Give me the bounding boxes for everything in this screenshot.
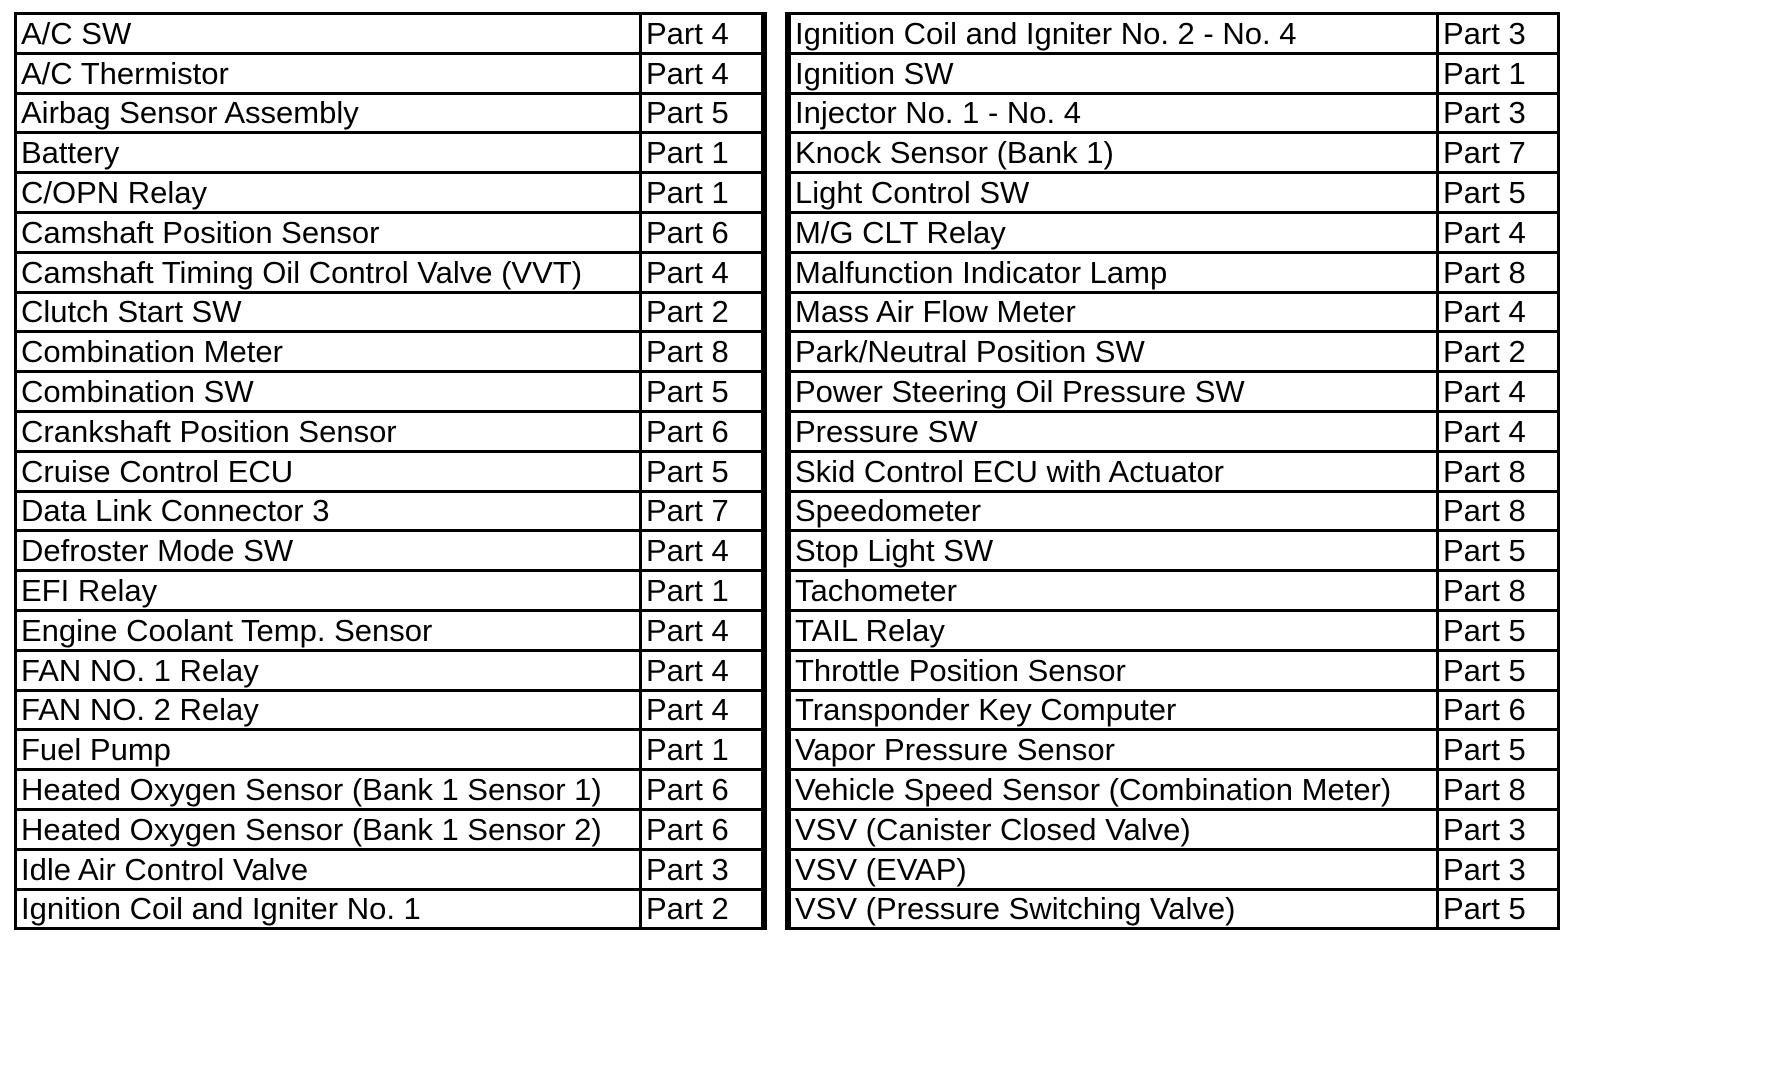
- table-row: [790, 53, 1559, 93]
- component-name-cell: Ignition Coil and Igniter No. 2 - No. 4: [790, 14, 1438, 54]
- component-table-left: [14, 12, 764, 930]
- table-row: [790, 173, 1559, 213]
- component-name-cell: Cruise Control ECU: [16, 451, 641, 491]
- table-row: [16, 53, 763, 93]
- part-reference-cell: Part 8: [1438, 770, 1559, 810]
- table-row: [16, 889, 763, 929]
- component-name-cell: Engine Coolant Temp. Sensor: [16, 610, 641, 650]
- component-name-cell: FAN NO. 1 Relay: [16, 650, 641, 690]
- component-name-cell: FAN NO. 2 Relay: [16, 690, 641, 730]
- table-row: [790, 889, 1559, 929]
- component-name-cell: Tachometer: [790, 571, 1438, 611]
- table-row: [16, 252, 763, 292]
- part-reference-cell: Part 8: [641, 332, 763, 372]
- table-row: [790, 451, 1559, 491]
- part-reference-cell: Part 1: [641, 571, 763, 611]
- component-name-cell: TAIL Relay: [790, 610, 1438, 650]
- table-row: [790, 610, 1559, 650]
- part-reference-cell: Part 4: [641, 690, 763, 730]
- table-row: [16, 411, 763, 451]
- component-name-cell: Stop Light SW: [790, 531, 1438, 571]
- table-row: [16, 212, 763, 252]
- component-name-cell: Idle Air Control Valve: [16, 849, 641, 889]
- component-name-cell: Park/Neutral Position SW: [790, 332, 1438, 372]
- part-reference-cell: Part 3: [641, 849, 763, 889]
- part-reference-cell: Part 6: [641, 770, 763, 810]
- part-reference-cell: Part 8: [1438, 252, 1559, 292]
- table-row: [16, 173, 763, 213]
- component-name-cell: Fuel Pump: [16, 730, 641, 770]
- table-row: [16, 849, 763, 889]
- component-name-cell: Vehicle Speed Sensor (Combination Meter): [790, 770, 1438, 810]
- table-row: [790, 531, 1559, 571]
- table-row: [16, 372, 763, 412]
- part-reference-cell: Part 2: [641, 292, 763, 332]
- component-name-cell: Heated Oxygen Sensor (Bank 1 Sensor 2): [16, 809, 641, 849]
- component-name-cell: EFI Relay: [16, 571, 641, 611]
- component-name-cell: Transponder Key Computer: [790, 690, 1438, 730]
- table-row: [790, 93, 1559, 133]
- part-reference-cell: Part 4: [641, 252, 763, 292]
- component-name-cell: Light Control SW: [790, 173, 1438, 213]
- part-reference-cell: Part 4: [1438, 372, 1559, 412]
- table-row: [16, 332, 763, 372]
- part-reference-cell: Part 4: [1438, 292, 1559, 332]
- part-reference-cell: Part 4: [1438, 212, 1559, 252]
- component-name-cell: Power Steering Oil Pressure SW: [790, 372, 1438, 412]
- table-row: [790, 730, 1559, 770]
- component-name-cell: Battery: [16, 133, 641, 173]
- component-name-cell: Camshaft Timing Oil Control Valve (VVT): [16, 252, 641, 292]
- component-name-cell: Throttle Position Sensor: [790, 650, 1438, 690]
- table-row: [790, 650, 1559, 690]
- component-table-right-body: [790, 14, 1559, 929]
- component-name-cell: Ignition Coil and Igniter No. 1: [16, 889, 641, 929]
- part-reference-cell: Part 6: [641, 212, 763, 252]
- table-row: [16, 610, 763, 650]
- table-row: [16, 650, 763, 690]
- part-reference-cell: Part 5: [1438, 531, 1559, 571]
- part-reference-cell: Part 5: [641, 451, 763, 491]
- table-row: [790, 809, 1559, 849]
- part-reference-cell: Part 3: [1438, 93, 1559, 133]
- component-table-right: [788, 12, 1560, 930]
- table-row: [790, 14, 1559, 54]
- component-name-cell: Combination SW: [16, 372, 641, 412]
- component-index: [14, 12, 1560, 930]
- table-row: [790, 849, 1559, 889]
- part-reference-cell: Part 5: [1438, 610, 1559, 650]
- table-row: [790, 252, 1559, 292]
- component-name-cell: Malfunction Indicator Lamp: [790, 252, 1438, 292]
- part-reference-cell: Part 4: [641, 610, 763, 650]
- part-reference-cell: Part 4: [1438, 411, 1559, 451]
- part-reference-cell: Part 3: [1438, 849, 1559, 889]
- table-row: [790, 411, 1559, 451]
- component-name-cell: Data Link Connector 3: [16, 491, 641, 531]
- part-reference-cell: Part 5: [1438, 173, 1559, 213]
- part-reference-cell: Part 6: [1438, 690, 1559, 730]
- component-name-cell: Skid Control ECU with Actuator: [790, 451, 1438, 491]
- table-row: [16, 571, 763, 611]
- table-row: [16, 770, 763, 810]
- part-reference-cell: Part 1: [641, 730, 763, 770]
- component-name-cell: A/C Thermistor: [16, 53, 641, 93]
- table-row: [16, 451, 763, 491]
- part-reference-cell: Part 2: [1438, 332, 1559, 372]
- part-reference-cell: Part 5: [641, 372, 763, 412]
- part-reference-cell: Part 7: [1438, 133, 1559, 173]
- component-name-cell: Speedometer: [790, 491, 1438, 531]
- part-reference-cell: Part 8: [1438, 451, 1559, 491]
- table-row: [16, 292, 763, 332]
- part-reference-cell: Part 5: [1438, 730, 1559, 770]
- part-reference-cell: Part 4: [641, 14, 763, 54]
- part-reference-cell: Part 4: [641, 53, 763, 93]
- component-name-cell: Heated Oxygen Sensor (Bank 1 Sensor 1): [16, 770, 641, 810]
- part-reference-cell: Part 8: [1438, 571, 1559, 611]
- table-row: [790, 212, 1559, 252]
- component-name-cell: Pressure SW: [790, 411, 1438, 451]
- part-reference-cell: Part 1: [641, 133, 763, 173]
- component-name-cell: Ignition SW: [790, 53, 1438, 93]
- component-name-cell: Clutch Start SW: [16, 292, 641, 332]
- table-row: [790, 770, 1559, 810]
- component-name-cell: C/OPN Relay: [16, 173, 641, 213]
- component-name-cell: Mass Air Flow Meter: [790, 292, 1438, 332]
- component-name-cell: VSV (Pressure Switching Valve): [790, 889, 1438, 929]
- table-row: [16, 809, 763, 849]
- part-reference-cell: Part 3: [1438, 14, 1559, 54]
- table-row: [790, 491, 1559, 531]
- table-row: [790, 292, 1559, 332]
- component-name-cell: Airbag Sensor Assembly: [16, 93, 641, 133]
- part-reference-cell: Part 6: [641, 809, 763, 849]
- table-row: [16, 491, 763, 531]
- column-divider: [764, 12, 788, 930]
- part-reference-cell: Part 4: [641, 531, 763, 571]
- table-row: [16, 93, 763, 133]
- part-reference-cell: Part 1: [641, 173, 763, 213]
- table-row: [790, 571, 1559, 611]
- table-row: [16, 531, 763, 571]
- table-row: [790, 332, 1559, 372]
- component-name-cell: Crankshaft Position Sensor: [16, 411, 641, 451]
- table-row: [16, 730, 763, 770]
- table-row: [16, 690, 763, 730]
- component-name-cell: A/C SW: [16, 14, 641, 54]
- table-row: [16, 133, 763, 173]
- component-name-cell: Defroster Mode SW: [16, 531, 641, 571]
- component-name-cell: Knock Sensor (Bank 1): [790, 133, 1438, 173]
- table-row: [790, 133, 1559, 173]
- part-reference-cell: Part 8: [1438, 491, 1559, 531]
- part-reference-cell: Part 7: [641, 491, 763, 531]
- component-name-cell: M/G CLT Relay: [790, 212, 1438, 252]
- part-reference-cell: Part 5: [1438, 650, 1559, 690]
- part-reference-cell: Part 6: [641, 411, 763, 451]
- part-reference-cell: Part 5: [1438, 889, 1559, 929]
- part-reference-cell: Part 5: [641, 93, 763, 133]
- component-name-cell: Injector No. 1 - No. 4: [790, 93, 1438, 133]
- component-name-cell: Camshaft Position Sensor: [16, 212, 641, 252]
- table-row: [16, 14, 763, 54]
- table-row: [790, 372, 1559, 412]
- part-reference-cell: Part 3: [1438, 809, 1559, 849]
- component-name-cell: Vapor Pressure Sensor: [790, 730, 1438, 770]
- part-reference-cell: Part 2: [641, 889, 763, 929]
- component-name-cell: VSV (Canister Closed Valve): [790, 809, 1438, 849]
- component-table-left-body: [16, 14, 763, 929]
- part-reference-cell: Part 1: [1438, 53, 1559, 93]
- table-row: [790, 690, 1559, 730]
- component-name-cell: VSV (EVAP): [790, 849, 1438, 889]
- part-reference-cell: Part 4: [641, 650, 763, 690]
- component-name-cell: Combination Meter: [16, 332, 641, 372]
